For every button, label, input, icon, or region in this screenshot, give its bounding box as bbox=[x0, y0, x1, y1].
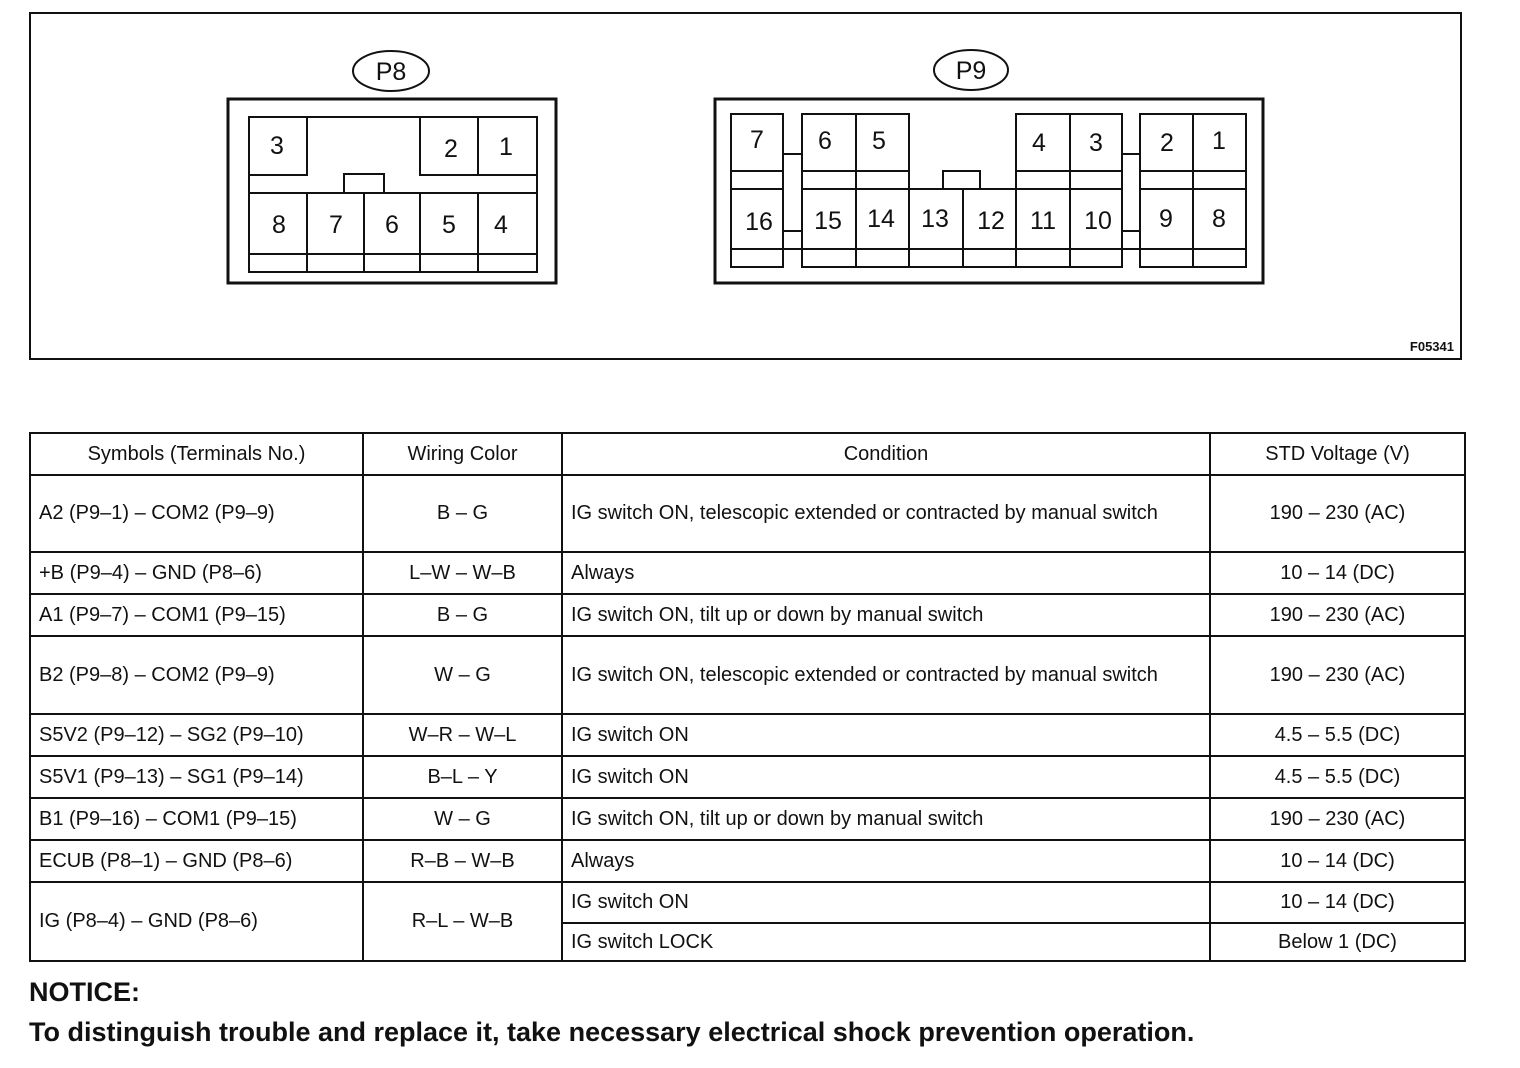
table-row bbox=[30, 475, 1465, 552]
p9-pin-4-label: 4 bbox=[1032, 129, 1046, 157]
cell-voltage: 10 – 14 (DC) bbox=[1210, 840, 1465, 882]
table-row bbox=[30, 594, 1465, 636]
cell-voltage: 4.5 – 5.5 (DC) bbox=[1210, 714, 1465, 756]
cell-voltage: 190 – 230 (AC) bbox=[1210, 475, 1465, 552]
cell-condition: IG switch ON, telescopic extended or contracted by manual switch bbox=[562, 475, 1210, 552]
cell-color: W – G bbox=[363, 636, 562, 714]
cell-color: W – G bbox=[363, 798, 562, 840]
p9-pin-2-label: 2 bbox=[1160, 129, 1174, 157]
voltage-spec-table bbox=[29, 432, 1466, 962]
cell-symbol: S5V1 (P9–13) – SG1 (P9–14) bbox=[30, 756, 363, 798]
cell-voltage: 190 – 230 (AC) bbox=[1210, 636, 1465, 714]
cell-color: L–W – W–B bbox=[363, 552, 562, 594]
cell-condition: IG switch ON bbox=[562, 882, 1210, 923]
cell-condition: IG switch ON, tilt up or down by manual switch bbox=[562, 594, 1210, 636]
p9-pin-8-label: 8 bbox=[1212, 205, 1226, 233]
table-header-row bbox=[30, 433, 1465, 475]
header-symbols: Symbols (Terminals No.) bbox=[30, 433, 363, 475]
cell-voltage: 190 – 230 (AC) bbox=[1210, 594, 1465, 636]
cell-symbol: A1 (P9–7) – COM1 (P9–15) bbox=[30, 594, 363, 636]
p8-label-text: P8 bbox=[375, 58, 407, 86]
cell-color: B – G bbox=[363, 475, 562, 552]
p9-label bbox=[934, 50, 1008, 90]
table-row bbox=[30, 636, 1465, 714]
cell-color: R–B – W–B bbox=[363, 840, 562, 882]
connector-p8 bbox=[228, 99, 556, 283]
p9-pin-12-label: 12 bbox=[977, 207, 1005, 235]
connector-p9 bbox=[715, 99, 1263, 283]
notice-text: To distinguish trouble and replace it, take necessary electrical shock prevention operation. bbox=[29, 1017, 1195, 1047]
cell-voltage: 10 – 14 (DC) bbox=[1210, 882, 1465, 923]
cell-color: R–L – W–B bbox=[363, 882, 562, 961]
cell-voltage: Below 1 (DC) bbox=[1210, 923, 1465, 961]
cell-color: W–R – W–L bbox=[363, 714, 562, 756]
cell-condition: IG switch ON, tilt up or down by manual switch bbox=[562, 798, 1210, 840]
notice-block bbox=[29, 972, 1194, 1052]
p9-pin-15-label: 15 bbox=[814, 207, 842, 235]
header-wiring-color: Wiring Color bbox=[363, 433, 562, 475]
cell-symbol: A2 (P9–1) – COM2 (P9–9) bbox=[30, 475, 363, 552]
p9-pin-13-label: 13 bbox=[921, 205, 949, 233]
cell-condition: IG switch ON bbox=[562, 714, 1210, 756]
p8-pin-2-label: 2 bbox=[444, 135, 458, 163]
cell-voltage: 190 – 230 (AC) bbox=[1210, 798, 1465, 840]
table-row bbox=[30, 840, 1465, 882]
cell-symbol: S5V2 (P9–12) – SG2 (P9–10) bbox=[30, 714, 363, 756]
p8-pin-8-label: 8 bbox=[272, 211, 286, 239]
p9-label-text: P9 bbox=[955, 57, 987, 85]
p9-pin-6-label: 6 bbox=[818, 127, 832, 155]
cell-condition: IG switch ON, telescopic extended or contracted by manual switch bbox=[562, 636, 1210, 714]
p8-pin-6-label: 6 bbox=[385, 211, 399, 239]
connector-diagram bbox=[31, 14, 1464, 362]
cell-symbol: +B (P9–4) – GND (P8–6) bbox=[30, 552, 363, 594]
p9-pin-9-label: 9 bbox=[1159, 205, 1173, 233]
cell-condition: Always bbox=[562, 840, 1210, 882]
table-row bbox=[30, 798, 1465, 840]
header-std-voltage: STD Voltage (V) bbox=[1210, 433, 1465, 475]
cell-color: B – G bbox=[363, 594, 562, 636]
p9-pin-5-label: 5 bbox=[872, 127, 886, 155]
cell-condition: IG switch ON bbox=[562, 756, 1210, 798]
p9-pin-3-label: 3 bbox=[1089, 129, 1103, 157]
table-row bbox=[30, 552, 1465, 594]
p9-pin-10-label: 10 bbox=[1084, 207, 1112, 235]
p9-pin-16-label: 16 bbox=[745, 208, 773, 236]
p8-pin-3-label: 3 bbox=[270, 132, 284, 160]
table-row bbox=[30, 882, 1465, 923]
cell-symbol: B1 (P9–16) – COM1 (P9–15) bbox=[30, 798, 363, 840]
figure-code: F05341 bbox=[1409, 339, 1454, 354]
table-row bbox=[30, 756, 1465, 798]
cell-condition: Always bbox=[562, 552, 1210, 594]
cell-condition: IG switch LOCK bbox=[562, 923, 1210, 961]
cell-symbol: ECUB (P8–1) – GND (P8–6) bbox=[30, 840, 363, 882]
header-condition: Condition bbox=[562, 433, 1210, 475]
cell-voltage: 10 – 14 (DC) bbox=[1210, 552, 1465, 594]
p8-pin-7-label: 7 bbox=[329, 211, 343, 239]
cell-voltage: 4.5 – 5.5 (DC) bbox=[1210, 756, 1465, 798]
p9-pin-7-label: 7 bbox=[750, 126, 764, 154]
p8-pin-1-label: 1 bbox=[499, 133, 513, 161]
cell-color: B–L – Y bbox=[363, 756, 562, 798]
p8-label bbox=[353, 51, 429, 91]
p9-pin-11-label: 11 bbox=[1030, 207, 1056, 235]
table-row bbox=[30, 714, 1465, 756]
p8-pin-4-label: 4 bbox=[494, 211, 508, 239]
cell-symbol: IG (P8–4) – GND (P8–6) bbox=[30, 882, 363, 961]
cell-symbol: B2 (P9–8) – COM2 (P9–9) bbox=[30, 636, 363, 714]
p9-pin-14-label: 14 bbox=[867, 205, 895, 233]
notice-title: NOTICE: bbox=[29, 977, 140, 1007]
p9-pin-1-label: 1 bbox=[1212, 127, 1226, 155]
connector-figure bbox=[29, 12, 1462, 360]
p8-pin-5-label: 5 bbox=[442, 211, 456, 239]
